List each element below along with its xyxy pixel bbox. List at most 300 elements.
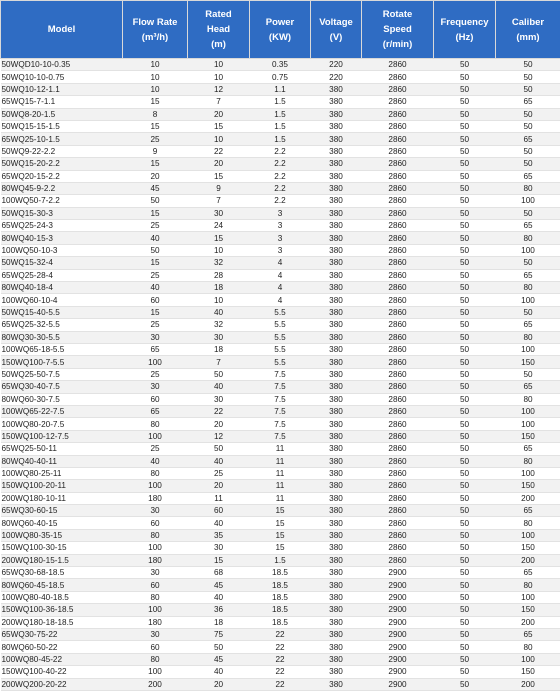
table-row <box>1 628 560 640</box>
model-cell: 80WQ40-18-4 <box>1 282 123 294</box>
caliber-cell: 150 <box>496 542 560 554</box>
rated-head-cell: 7 <box>188 356 250 368</box>
model-cell: 50WQ15-30-3 <box>1 207 123 219</box>
voltage-cell: 380 <box>311 604 362 616</box>
model-cell: 50WQD10-10-0.35 <box>1 59 123 71</box>
model-cell: 65WQ15-7-1.1 <box>1 96 123 108</box>
voltage-cell: 380 <box>311 641 362 653</box>
rated-head-cell: 28 <box>188 269 250 281</box>
voltage-cell: 220 <box>311 59 362 71</box>
frequency-cell: 50 <box>434 492 496 504</box>
power-cell: 18.5 <box>250 604 311 616</box>
frequency-cell: 50 <box>434 331 496 343</box>
rated-head-cell: 68 <box>188 567 250 579</box>
caliber-cell: 80 <box>496 232 560 244</box>
frequency-cell: 50 <box>434 579 496 591</box>
power-cell: 0.35 <box>250 59 311 71</box>
voltage-cell: 380 <box>311 368 362 380</box>
voltage-cell: 380 <box>311 257 362 269</box>
flow-rate-cell: 30 <box>123 567 188 579</box>
model-cell: 100WQ50-7-2.2 <box>1 195 123 207</box>
flow-rate-cell: 40 <box>123 455 188 467</box>
voltage-cell: 380 <box>311 170 362 182</box>
rotate-speed-cell: 2860 <box>362 418 434 430</box>
rotate-speed-cell: 2860 <box>362 195 434 207</box>
model-cell: 50WQ9-22-2.2 <box>1 145 123 157</box>
frequency-cell: 50 <box>434 145 496 157</box>
rated-head-cell: 15 <box>188 120 250 132</box>
rated-head-cell: 20 <box>188 108 250 120</box>
rated-head-cell: 15 <box>188 232 250 244</box>
caliber-cell: 65 <box>496 269 560 281</box>
table-row <box>1 220 560 232</box>
rated-head-cell: 40 <box>188 455 250 467</box>
power-cell: 11 <box>250 467 311 479</box>
caliber-cell: 80 <box>496 182 560 194</box>
rated-head-cell: 50 <box>188 443 250 455</box>
rated-head-cell: 7 <box>188 96 250 108</box>
frequency-cell: 50 <box>434 591 496 603</box>
caliber-cell: 65 <box>496 319 560 331</box>
caliber-cell: 80 <box>496 455 560 467</box>
power-cell: 5.5 <box>250 331 311 343</box>
model-cell: 65WQ25-50-11 <box>1 443 123 455</box>
power-cell: 22 <box>250 641 311 653</box>
power-cell: 4 <box>250 257 311 269</box>
flow-rate-cell: 80 <box>123 529 188 541</box>
rotate-speed-cell: 2900 <box>362 666 434 678</box>
rated-head-cell: 10 <box>188 133 250 145</box>
flow-rate-cell: 10 <box>123 83 188 95</box>
table-row <box>1 120 560 132</box>
flow-rate-cell: 100 <box>123 542 188 554</box>
rated-head-cell: 20 <box>188 480 250 492</box>
rated-head-cell: 15 <box>188 554 250 566</box>
model-cell: 80WQ40-40-11 <box>1 455 123 467</box>
frequency-cell: 50 <box>434 616 496 628</box>
table-row <box>1 343 560 355</box>
model-cell: 80WQ30-30-5.5 <box>1 331 123 343</box>
table-row <box>1 591 560 603</box>
voltage-cell: 380 <box>311 120 362 132</box>
flow-rate-cell: 45 <box>123 182 188 194</box>
caliber-cell: 200 <box>496 616 560 628</box>
model-cell: 65WQ25-32-5.5 <box>1 319 123 331</box>
table-row <box>1 405 560 417</box>
frequency-cell: 50 <box>434 554 496 566</box>
table-row <box>1 480 560 492</box>
caliber-cell: 65 <box>496 220 560 232</box>
flow-rate-cell: 100 <box>123 356 188 368</box>
model-cell: 200WQ200-20-22 <box>1 678 123 690</box>
rotate-speed-cell: 2860 <box>362 133 434 145</box>
table-row <box>1 666 560 678</box>
caliber-cell: 50 <box>496 71 560 83</box>
rated-head-cell: 22 <box>188 405 250 417</box>
rotate-speed-cell: 2860 <box>362 343 434 355</box>
model-cell: 100WQ80-40-18.5 <box>1 591 123 603</box>
caliber-cell: 200 <box>496 554 560 566</box>
caliber-cell: 150 <box>496 666 560 678</box>
caliber-cell: 150 <box>496 604 560 616</box>
model-cell: 65WQ30-75-22 <box>1 628 123 640</box>
rotate-speed-cell: 2860 <box>362 455 434 467</box>
model-cell: 100WQ80-45-22 <box>1 653 123 665</box>
power-cell: 1.5 <box>250 108 311 120</box>
caliber-cell: 100 <box>496 418 560 430</box>
rated-head-cell: 20 <box>188 158 250 170</box>
frequency-cell: 50 <box>434 505 496 517</box>
rated-head-cell: 30 <box>188 207 250 219</box>
model-cell: 100WQ50-10-3 <box>1 244 123 256</box>
model-cell: 65WQ25-24-3 <box>1 220 123 232</box>
flow-rate-cell: 100 <box>123 666 188 678</box>
frequency-cell: 50 <box>434 71 496 83</box>
caliber-cell: 50 <box>496 120 560 132</box>
model-cell: 50WQ15-40-5.5 <box>1 306 123 318</box>
table-row <box>1 393 560 405</box>
rated-head-cell: 20 <box>188 418 250 430</box>
model-cell: 50WQ15-15-1.5 <box>1 120 123 132</box>
caliber-cell: 65 <box>496 133 560 145</box>
model-cell: 65WQ25-10-1.5 <box>1 133 123 145</box>
model-cell: 80WQ60-50-22 <box>1 641 123 653</box>
voltage-cell: 380 <box>311 505 362 517</box>
frequency-cell: 50 <box>434 567 496 579</box>
caliber-cell: 100 <box>496 467 560 479</box>
caliber-cell: 150 <box>496 430 560 442</box>
table-row <box>1 319 560 331</box>
rated-head-cell: 18 <box>188 282 250 294</box>
frequency-cell: 50 <box>434 430 496 442</box>
voltage-cell: 380 <box>311 83 362 95</box>
power-cell: 0.75 <box>250 71 311 83</box>
caliber-cell: 50 <box>496 83 560 95</box>
rotate-speed-cell: 2860 <box>362 542 434 554</box>
voltage-cell: 380 <box>311 591 362 603</box>
model-cell: 200WQ180-18-18.5 <box>1 616 123 628</box>
frequency-cell: 50 <box>434 282 496 294</box>
frequency-cell: 50 <box>434 257 496 269</box>
model-cell: 150WQ100-40-22 <box>1 666 123 678</box>
table-row <box>1 579 560 591</box>
voltage-cell: 380 <box>311 133 362 145</box>
flow-rate-cell: 80 <box>123 418 188 430</box>
rated-head-cell: 75 <box>188 628 250 640</box>
voltage-cell: 380 <box>311 158 362 170</box>
power-cell: 4 <box>250 294 311 306</box>
power-cell: 5.5 <box>250 343 311 355</box>
model-cell: 150WQ100-12-7.5 <box>1 430 123 442</box>
frequency-cell: 50 <box>434 195 496 207</box>
voltage-cell: 380 <box>311 616 362 628</box>
caliber-cell: 100 <box>496 405 560 417</box>
rated-head-cell: 9 <box>188 182 250 194</box>
power-cell: 7.5 <box>250 405 311 417</box>
model-cell: 65WQ30-60-15 <box>1 505 123 517</box>
flow-rate-cell: 180 <box>123 554 188 566</box>
table-row <box>1 83 560 95</box>
header-caliber: Caliber (mm) <box>496 1 560 59</box>
table-row <box>1 443 560 455</box>
frequency-cell: 50 <box>434 170 496 182</box>
flow-rate-cell: 50 <box>123 195 188 207</box>
rated-head-cell: 30 <box>188 331 250 343</box>
table-row <box>1 170 560 182</box>
frequency-cell: 50 <box>434 405 496 417</box>
frequency-cell: 50 <box>434 628 496 640</box>
table-row <box>1 653 560 665</box>
rotate-speed-cell: 2900 <box>362 653 434 665</box>
model-cell: 150WQ100-20-11 <box>1 480 123 492</box>
table-row <box>1 195 560 207</box>
table-row <box>1 182 560 194</box>
flow-rate-cell: 25 <box>123 443 188 455</box>
table-row <box>1 207 560 219</box>
table-body <box>1 59 560 691</box>
rated-head-cell: 40 <box>188 517 250 529</box>
flow-rate-cell: 25 <box>123 319 188 331</box>
power-cell: 7.5 <box>250 381 311 393</box>
rotate-speed-cell: 2860 <box>362 331 434 343</box>
flow-rate-cell: 15 <box>123 120 188 132</box>
frequency-cell: 50 <box>434 443 496 455</box>
frequency-cell: 50 <box>434 666 496 678</box>
flow-rate-cell: 15 <box>123 96 188 108</box>
rotate-speed-cell: 2860 <box>362 282 434 294</box>
rotate-speed-cell: 2860 <box>362 170 434 182</box>
model-cell: 65WQ25-28-4 <box>1 269 123 281</box>
frequency-cell: 50 <box>434 529 496 541</box>
table-row <box>1 133 560 145</box>
flow-rate-cell: 60 <box>123 579 188 591</box>
caliber-cell: 100 <box>496 653 560 665</box>
voltage-cell: 380 <box>311 244 362 256</box>
rotate-speed-cell: 2860 <box>362 294 434 306</box>
rated-head-cell: 35 <box>188 529 250 541</box>
rated-head-cell: 32 <box>188 319 250 331</box>
flow-rate-cell: 200 <box>123 678 188 690</box>
caliber-cell: 150 <box>496 480 560 492</box>
caliber-cell: 50 <box>496 158 560 170</box>
caliber-cell: 100 <box>496 591 560 603</box>
frequency-cell: 50 <box>434 306 496 318</box>
frequency-cell: 50 <box>434 641 496 653</box>
flow-rate-cell: 40 <box>123 232 188 244</box>
frequency-cell: 50 <box>434 83 496 95</box>
rated-head-cell: 30 <box>188 393 250 405</box>
caliber-cell: 100 <box>496 244 560 256</box>
voltage-cell: 380 <box>311 542 362 554</box>
frequency-cell: 50 <box>434 542 496 554</box>
power-cell: 22 <box>250 666 311 678</box>
flow-rate-cell: 80 <box>123 467 188 479</box>
frequency-cell: 50 <box>434 381 496 393</box>
model-cell: 80WQ40-15-3 <box>1 232 123 244</box>
power-cell: 18.5 <box>250 567 311 579</box>
flow-rate-cell: 80 <box>123 653 188 665</box>
rated-head-cell: 10 <box>188 294 250 306</box>
table-row <box>1 554 560 566</box>
header-rotate-speed: Rotate Speed (r/min) <box>362 1 434 59</box>
caliber-cell: 50 <box>496 145 560 157</box>
frequency-cell: 50 <box>434 467 496 479</box>
rated-head-cell: 10 <box>188 59 250 71</box>
table-row <box>1 59 560 71</box>
flow-rate-cell: 30 <box>123 381 188 393</box>
rated-head-cell: 7 <box>188 195 250 207</box>
rated-head-cell: 11 <box>188 492 250 504</box>
flow-rate-cell: 25 <box>123 368 188 380</box>
caliber-cell: 50 <box>496 108 560 120</box>
rotate-speed-cell: 2860 <box>362 467 434 479</box>
model-cell: 50WQ15-20-2.2 <box>1 158 123 170</box>
rated-head-cell: 40 <box>188 591 250 603</box>
rated-head-cell: 50 <box>188 641 250 653</box>
table-row <box>1 356 560 368</box>
flow-rate-cell: 100 <box>123 430 188 442</box>
voltage-cell: 380 <box>311 418 362 430</box>
frequency-cell: 50 <box>434 220 496 232</box>
rated-head-cell: 10 <box>188 71 250 83</box>
rotate-speed-cell: 2860 <box>362 319 434 331</box>
flow-rate-cell: 50 <box>123 244 188 256</box>
model-cell: 100WQ80-20-7.5 <box>1 418 123 430</box>
voltage-cell: 380 <box>311 294 362 306</box>
flow-rate-cell: 40 <box>123 282 188 294</box>
power-cell: 1.5 <box>250 133 311 145</box>
rotate-speed-cell: 2900 <box>362 604 434 616</box>
model-cell: 50WQ10-12-1.1 <box>1 83 123 95</box>
rated-head-cell: 20 <box>188 678 250 690</box>
flow-rate-cell: 60 <box>123 393 188 405</box>
voltage-cell: 380 <box>311 430 362 442</box>
table-row <box>1 306 560 318</box>
rotate-speed-cell: 2860 <box>362 443 434 455</box>
voltage-cell: 380 <box>311 480 362 492</box>
frequency-cell: 50 <box>434 244 496 256</box>
rotate-speed-cell: 2860 <box>362 492 434 504</box>
frequency-cell: 50 <box>434 517 496 529</box>
caliber-cell: 100 <box>496 294 560 306</box>
table-row <box>1 244 560 256</box>
header-flow-rate: Flow Rate (m³/h) <box>123 1 188 59</box>
frequency-cell: 50 <box>434 120 496 132</box>
power-cell: 18.5 <box>250 579 311 591</box>
power-cell: 4 <box>250 282 311 294</box>
rated-head-cell: 36 <box>188 604 250 616</box>
voltage-cell: 380 <box>311 282 362 294</box>
flow-rate-cell: 25 <box>123 220 188 232</box>
table-row <box>1 467 560 479</box>
rated-head-cell: 30 <box>188 542 250 554</box>
rotate-speed-cell: 2860 <box>362 505 434 517</box>
rotate-speed-cell: 2900 <box>362 579 434 591</box>
caliber-cell: 65 <box>496 170 560 182</box>
flow-rate-cell: 25 <box>123 133 188 145</box>
model-cell: 150WQ100-30-15 <box>1 542 123 554</box>
rated-head-cell: 18 <box>188 343 250 355</box>
frequency-cell: 50 <box>434 678 496 690</box>
power-cell: 15 <box>250 542 311 554</box>
rotate-speed-cell: 2860 <box>362 368 434 380</box>
flow-rate-cell: 10 <box>123 59 188 71</box>
power-cell: 11 <box>250 443 311 455</box>
table-row <box>1 269 560 281</box>
power-cell: 1.5 <box>250 554 311 566</box>
table-row <box>1 294 560 306</box>
table-row <box>1 455 560 467</box>
table-row <box>1 604 560 616</box>
flow-rate-cell: 9 <box>123 145 188 157</box>
flow-rate-cell: 180 <box>123 616 188 628</box>
table-row <box>1 331 560 343</box>
model-cell: 100WQ65-18-5.5 <box>1 343 123 355</box>
power-cell: 11 <box>250 480 311 492</box>
table-row <box>1 616 560 628</box>
model-cell: 65WQ30-40-7.5 <box>1 381 123 393</box>
power-cell: 11 <box>250 492 311 504</box>
rotate-speed-cell: 2860 <box>362 257 434 269</box>
rotate-speed-cell: 2860 <box>362 59 434 71</box>
rotate-speed-cell: 2900 <box>362 591 434 603</box>
flow-rate-cell: 30 <box>123 628 188 640</box>
voltage-cell: 380 <box>311 220 362 232</box>
voltage-cell: 380 <box>311 405 362 417</box>
flow-rate-cell: 60 <box>123 517 188 529</box>
model-cell: 200WQ180-10-11 <box>1 492 123 504</box>
rated-head-cell: 50 <box>188 368 250 380</box>
voltage-cell: 380 <box>311 319 362 331</box>
power-cell: 5.5 <box>250 306 311 318</box>
table-row <box>1 517 560 529</box>
model-cell: 200WQ180-15-1.5 <box>1 554 123 566</box>
flow-rate-cell: 100 <box>123 604 188 616</box>
table-row <box>1 232 560 244</box>
rated-head-cell: 22 <box>188 145 250 157</box>
power-cell: 3 <box>250 244 311 256</box>
caliber-cell: 150 <box>496 356 560 368</box>
rotate-speed-cell: 2860 <box>362 393 434 405</box>
rotate-speed-cell: 2860 <box>362 158 434 170</box>
rated-head-cell: 40 <box>188 666 250 678</box>
caliber-cell: 100 <box>496 195 560 207</box>
flow-rate-cell: 180 <box>123 492 188 504</box>
table-row <box>1 492 560 504</box>
caliber-cell: 80 <box>496 393 560 405</box>
power-cell: 3 <box>250 207 311 219</box>
voltage-cell: 380 <box>311 678 362 690</box>
model-cell: 50WQ8-20-1.5 <box>1 108 123 120</box>
flow-rate-cell: 15 <box>123 158 188 170</box>
rated-head-cell: 18 <box>188 616 250 628</box>
power-cell: 1.5 <box>250 96 311 108</box>
table-row <box>1 430 560 442</box>
frequency-cell: 50 <box>434 269 496 281</box>
voltage-cell: 380 <box>311 195 362 207</box>
power-cell: 3 <box>250 220 311 232</box>
flow-rate-cell: 15 <box>123 257 188 269</box>
caliber-cell: 80 <box>496 282 560 294</box>
voltage-cell: 380 <box>311 467 362 479</box>
caliber-cell: 50 <box>496 368 560 380</box>
model-cell: 80WQ60-30-7.5 <box>1 393 123 405</box>
frequency-cell: 50 <box>434 356 496 368</box>
caliber-cell: 80 <box>496 579 560 591</box>
caliber-cell: 200 <box>496 492 560 504</box>
voltage-cell: 380 <box>311 529 362 541</box>
voltage-cell: 380 <box>311 381 362 393</box>
